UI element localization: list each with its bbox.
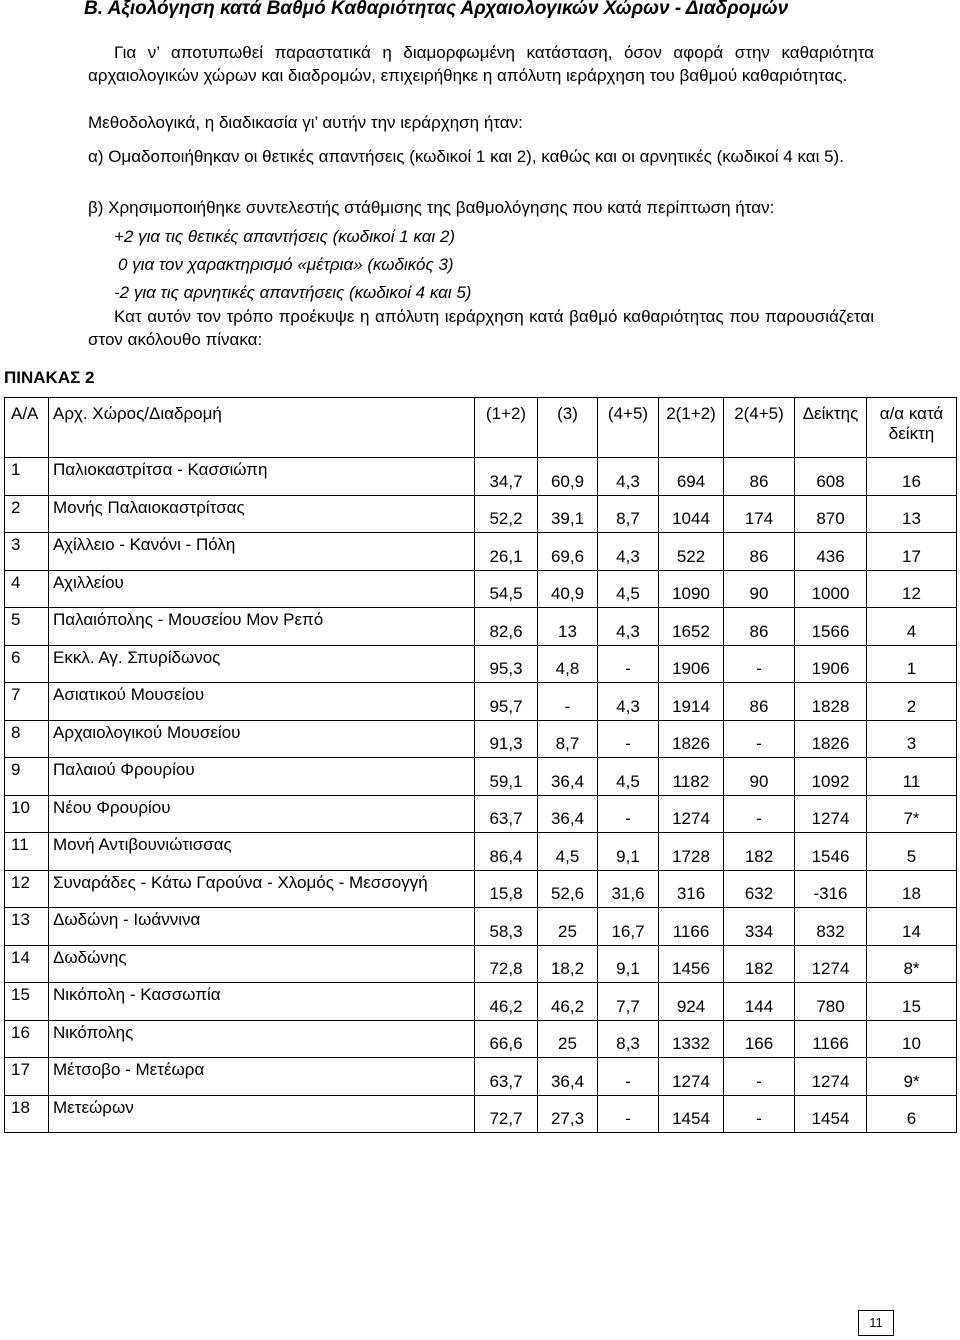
moderate-percent: 4,8 — [538, 645, 598, 683]
rank-by-index: 17 — [867, 533, 957, 571]
rank-by-index: 5 — [867, 833, 957, 871]
site-name: Νικόπολης — [49, 1020, 475, 1058]
negative-weighted: - — [724, 795, 795, 833]
positive-weighted: 1044 — [659, 495, 724, 533]
rank-by-index: 8* — [867, 945, 957, 983]
rank-by-index: 3 — [867, 720, 957, 758]
moderate-percent: 36,4 — [538, 795, 598, 833]
index-value: 1566 — [795, 608, 867, 646]
row-number: 16 — [5, 1020, 49, 1058]
header-moderate: (3) — [538, 398, 598, 458]
moderate-percent: 18,2 — [538, 945, 598, 983]
negative-weighted: 334 — [724, 908, 795, 946]
site-name: Μονής Παλαιοκαστρίτσας — [49, 495, 475, 533]
moderate-percent: 36,4 — [538, 758, 598, 796]
positive-weighted: 1090 — [659, 570, 724, 608]
table-row — [5, 720, 957, 758]
positive-weighted: 1456 — [659, 945, 724, 983]
positive-percent: 82,6 — [475, 608, 538, 646]
rank-by-index: 7* — [867, 795, 957, 833]
positive-weighted: 1826 — [659, 720, 724, 758]
negative-percent: - — [598, 645, 659, 683]
table-row — [5, 833, 957, 871]
positive-percent: 95,7 — [475, 683, 538, 721]
positive-weighted: 924 — [659, 983, 724, 1021]
negative-weighted: - — [724, 1095, 795, 1133]
negative-weighted: 632 — [724, 870, 795, 908]
negative-percent: 4,3 — [598, 683, 659, 721]
site-name: Μονή Αντιβουνιώτισσας — [49, 833, 475, 871]
positive-percent: 66,6 — [475, 1020, 538, 1058]
moderate-percent: 69,6 — [538, 533, 598, 571]
row-number: 1 — [5, 458, 49, 496]
table-row — [5, 983, 957, 1021]
negative-percent: 4,3 — [598, 533, 659, 571]
negative-percent: 7,7 — [598, 983, 659, 1021]
positive-weighted: 1274 — [659, 795, 724, 833]
site-name: Αχιλλείου — [49, 570, 475, 608]
negative-percent: - — [598, 720, 659, 758]
negative-percent: - — [598, 1058, 659, 1096]
positive-percent: 34,7 — [475, 458, 538, 496]
table-row — [5, 645, 957, 683]
negative-weighted: 182 — [724, 945, 795, 983]
negative-percent: 4,5 — [598, 570, 659, 608]
section-heading: Β. Αξιολόγηση κατά Βαθμό Καθαριότητας Αρχαιολογικών Χώρων - Διαδρομών — [84, 0, 789, 19]
positive-weighted: 1182 — [659, 758, 724, 796]
row-number: 17 — [5, 1058, 49, 1096]
index-value: 832 — [795, 908, 867, 946]
rank-by-index: 10 — [867, 1020, 957, 1058]
positive-weighted: 1454 — [659, 1095, 724, 1133]
site-name: Αρχαιολογικού Μουσείου — [49, 720, 475, 758]
header-positive: (1+2) — [475, 398, 538, 458]
table-row — [5, 795, 957, 833]
positive-weighted: 522 — [659, 533, 724, 571]
moderate-percent: 46,2 — [538, 983, 598, 1021]
index-value: 780 — [795, 983, 867, 1021]
table-row — [5, 1058, 957, 1096]
point-a: α) Ομαδοποιήθηκαν οι θετικές απαντήσεις (κωδικοί 1 και 2), καθώς και οι αρνητικές (κωδικοί 4 και 5). — [88, 147, 844, 166]
cleanliness-ranking-table — [4, 397, 957, 1133]
rank-by-index: 12 — [867, 570, 957, 608]
row-number: 4 — [5, 570, 49, 608]
weight-positive: +2 για τις θετικές απαντήσεις (κωδικοί 1 και 2) — [114, 227, 456, 246]
header-site: Αρχ. Χώρος/Διαδρομή — [49, 398, 475, 458]
rank-by-index: 9* — [867, 1058, 957, 1096]
positive-percent: 54,5 — [475, 570, 538, 608]
index-value: 1546 — [795, 833, 867, 871]
negative-weighted: 166 — [724, 1020, 795, 1058]
index-value: 1274 — [795, 795, 867, 833]
rank-by-index: 18 — [867, 870, 957, 908]
negative-percent: 9,1 — [598, 945, 659, 983]
negative-weighted: - — [724, 720, 795, 758]
positive-weighted: 1274 — [659, 1058, 724, 1096]
rank-by-index: 11 — [867, 758, 957, 796]
index-value: 1166 — [795, 1020, 867, 1058]
moderate-percent: 8,7 — [538, 720, 598, 758]
positive-percent: 59,1 — [475, 758, 538, 796]
negative-weighted: 144 — [724, 983, 795, 1021]
row-number: 5 — [5, 608, 49, 646]
site-name: Παλαιού Φρουρίου — [49, 758, 475, 796]
header-aa: Α/Α — [5, 398, 49, 458]
row-number: 2 — [5, 495, 49, 533]
header-rank: α/α κατά δείκτη — [867, 398, 957, 458]
negative-weighted: 90 — [724, 758, 795, 796]
negative-weighted: 86 — [724, 533, 795, 571]
negative-percent: - — [598, 795, 659, 833]
index-value: 1274 — [795, 945, 867, 983]
index-value: 608 — [795, 458, 867, 496]
table-header-row — [5, 398, 957, 458]
table-row — [5, 870, 957, 908]
row-number: 8 — [5, 720, 49, 758]
positive-percent: 15,8 — [475, 870, 538, 908]
rank-by-index: 2 — [867, 683, 957, 721]
index-value: 1906 — [795, 645, 867, 683]
index-value: 1828 — [795, 683, 867, 721]
site-name: Ασιατικού Μουσείου — [49, 683, 475, 721]
table-row — [5, 570, 957, 608]
row-number: 15 — [5, 983, 49, 1021]
negative-weighted: 86 — [724, 608, 795, 646]
negative-percent: 4,5 — [598, 758, 659, 796]
positive-percent: 72,7 — [475, 1095, 538, 1133]
rank-by-index: 4 — [867, 608, 957, 646]
moderate-percent: 13 — [538, 608, 598, 646]
positive-weighted: 1652 — [659, 608, 724, 646]
rank-by-index: 6 — [867, 1095, 957, 1133]
index-value: 1274 — [795, 1058, 867, 1096]
table-label: ΠΙΝΑΚΑΣ 2 — [4, 368, 95, 387]
row-number: 9 — [5, 758, 49, 796]
intro-paragraph: Για ν’ αποτυπωθεί παραστατικά η διαμορφωμένη κατάσταση, όσον αφορά στην καθαριότητα αρχαιολογικών χώρων και διαδρομών, επιχειρήθηκε η απόλυτη ιεράρχηση του βαθμού καθαριότητας. — [88, 43, 874, 85]
conclusion-paragraph: Κατ αυτόν τον τρόπο προέκυψε η απόλυτη ιεράρχηση κατά βαθμό καθαριότητας που παρουσιάζεται στον ακόλουθο πίνακα: — [88, 307, 874, 349]
row-number: 13 — [5, 908, 49, 946]
positive-percent: 58,3 — [475, 908, 538, 946]
site-name: Νικόπολη - Κασσωπία — [49, 983, 475, 1021]
moderate-percent: 60,9 — [538, 458, 598, 496]
index-value: 1454 — [795, 1095, 867, 1133]
rank-by-index: 14 — [867, 908, 957, 946]
moderate-percent: 4,5 — [538, 833, 598, 871]
positive-percent: 46,2 — [475, 983, 538, 1021]
positive-percent: 95,3 — [475, 645, 538, 683]
table-row — [5, 945, 957, 983]
site-name: Παλαιόπολης - Μουσείου Μον Ρεπό — [49, 608, 475, 646]
index-value: -316 — [795, 870, 867, 908]
negative-percent: 16,7 — [598, 908, 659, 946]
negative-percent: 31,6 — [598, 870, 659, 908]
table-row — [5, 1095, 957, 1133]
positive-percent: 91,3 — [475, 720, 538, 758]
table-row — [5, 533, 957, 571]
index-value: 870 — [795, 495, 867, 533]
positive-percent: 63,7 — [475, 795, 538, 833]
negative-percent: 9,1 — [598, 833, 659, 871]
index-value: 1826 — [795, 720, 867, 758]
header-positive-weighted: 2(1+2) — [659, 398, 724, 458]
row-number: 10 — [5, 795, 49, 833]
negative-percent: 8,3 — [598, 1020, 659, 1058]
site-name: Νέου Φρουρίου — [49, 795, 475, 833]
site-name: Μέτσοβο - Μετέωρα — [49, 1058, 475, 1096]
moderate-percent: 25 — [538, 1020, 598, 1058]
row-number: 3 — [5, 533, 49, 571]
site-name: Δωδώνης — [49, 945, 475, 983]
row-number: 11 — [5, 833, 49, 871]
moderate-percent: 52,6 — [538, 870, 598, 908]
negative-percent: - — [598, 1095, 659, 1133]
header-negative: (4+5) — [598, 398, 659, 458]
table-row — [5, 683, 957, 721]
site-name: Συναράδες - Κάτω Γαρούνα - Χλομός - Μεσσογγή — [49, 870, 475, 908]
table-row — [5, 458, 957, 496]
negative-weighted: - — [724, 645, 795, 683]
table-body — [5, 458, 957, 1133]
positive-weighted: 694 — [659, 458, 724, 496]
table-row — [5, 1020, 957, 1058]
table-row — [5, 758, 957, 796]
row-number: 12 — [5, 870, 49, 908]
negative-percent: 8,7 — [598, 495, 659, 533]
site-name: Δωδώνη - Ιωάννινα — [49, 908, 475, 946]
negative-weighted: 90 — [724, 570, 795, 608]
negative-weighted: 182 — [724, 833, 795, 871]
row-number: 18 — [5, 1095, 49, 1133]
negative-weighted: 174 — [724, 495, 795, 533]
positive-weighted: 1906 — [659, 645, 724, 683]
positive-percent: 52,2 — [475, 495, 538, 533]
table-row — [5, 608, 957, 646]
positive-percent: 26,1 — [475, 533, 538, 571]
header-index: Δείκτης — [795, 398, 867, 458]
moderate-percent: 27,3 — [538, 1095, 598, 1133]
site-name: Μετεώρων — [49, 1095, 475, 1133]
negative-weighted: - — [724, 1058, 795, 1096]
rank-by-index: 15 — [867, 983, 957, 1021]
table-row — [5, 495, 957, 533]
moderate-percent: - — [538, 683, 598, 721]
rank-by-index: 1 — [867, 645, 957, 683]
index-value: 436 — [795, 533, 867, 571]
row-number: 14 — [5, 945, 49, 983]
negative-weighted: 86 — [724, 683, 795, 721]
negative-percent: 4,3 — [598, 608, 659, 646]
page-number: 11 — [858, 1310, 894, 1336]
table-row — [5, 908, 957, 946]
rank-by-index: 13 — [867, 495, 957, 533]
site-name: Εκκλ. Αγ. Σπυρίδωνος — [49, 645, 475, 683]
negative-percent: 4,3 — [598, 458, 659, 496]
weight-neutral: 0 για τον χαρακτηρισμό «μέτρια» (κωδικός 3) — [118, 255, 454, 274]
positive-weighted: 1914 — [659, 683, 724, 721]
moderate-percent: 25 — [538, 908, 598, 946]
point-b: β) Χρησιμοποιήθηκε συντελεστής στάθμισης της βαθμολόγησης που κατά περίπτωση ήταν: — [88, 198, 775, 217]
positive-weighted: 316 — [659, 870, 724, 908]
index-value: 1000 — [795, 570, 867, 608]
positive-percent: 63,7 — [475, 1058, 538, 1096]
moderate-percent: 40,9 — [538, 570, 598, 608]
positive-percent: 86,4 — [475, 833, 538, 871]
row-number: 7 — [5, 683, 49, 721]
row-number: 6 — [5, 645, 49, 683]
negative-weighted: 86 — [724, 458, 795, 496]
moderate-percent: 36,4 — [538, 1058, 598, 1096]
positive-percent: 72,8 — [475, 945, 538, 983]
methodology-paragraph: Μεθοδολογικά, η διαδικασία γι’ αυτήν την ιεράρχηση ήταν: — [88, 113, 523, 132]
moderate-percent: 39,1 — [538, 495, 598, 533]
positive-weighted: 1332 — [659, 1020, 724, 1058]
positive-weighted: 1166 — [659, 908, 724, 946]
index-value: 1092 — [795, 758, 867, 796]
site-name: Αχίλλειο - Κανόνι - Πόλη — [49, 533, 475, 571]
header-negative-weighted: 2(4+5) — [724, 398, 795, 458]
positive-weighted: 1728 — [659, 833, 724, 871]
weight-negative: -2 για τις αρνητικές απαντήσεις (κωδικοί 4 και 5) — [114, 283, 472, 302]
site-name: Παλιοκαστρίτσα - Κασσιώπη — [49, 458, 475, 496]
rank-by-index: 16 — [867, 458, 957, 496]
